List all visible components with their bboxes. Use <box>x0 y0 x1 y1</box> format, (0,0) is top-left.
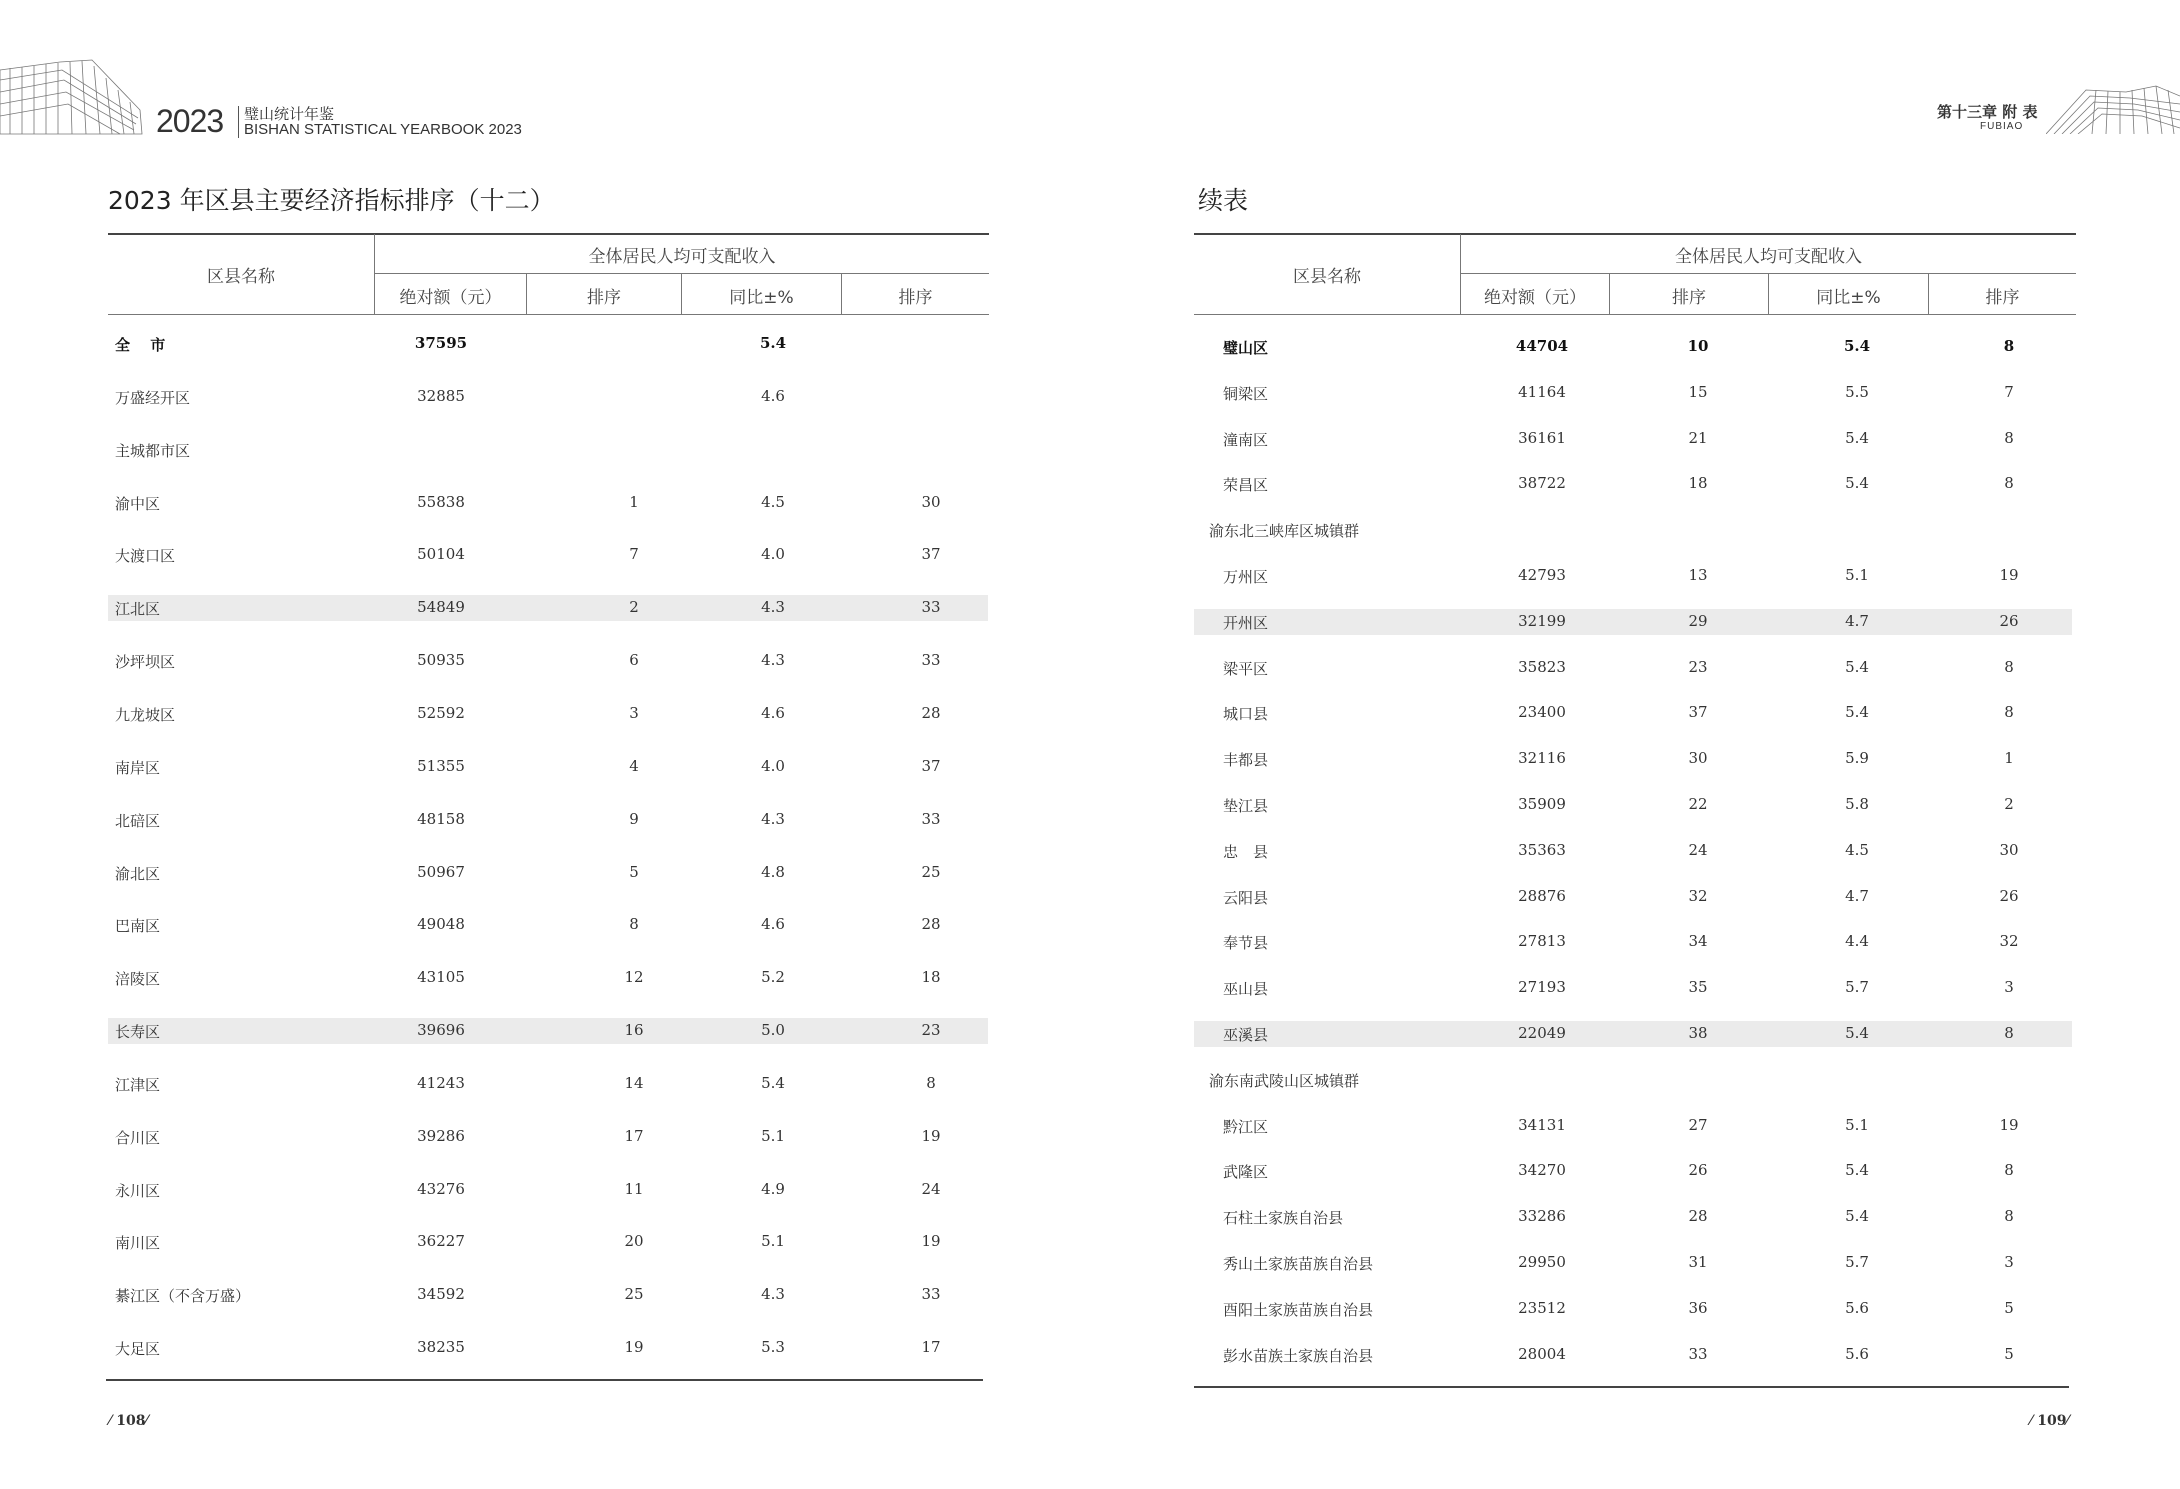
cell-yoy: 5.4 <box>1845 474 1869 493</box>
cell-rank1: 24 <box>1688 840 1708 859</box>
cell-rank2: 2 <box>2004 795 2014 813</box>
col-header-rank1: 排序 <box>1672 288 1706 308</box>
cell-abs: 37595 <box>414 334 468 352</box>
cell-rank1: 19 <box>624 1338 644 1357</box>
cell-abs: 34592 <box>417 1285 465 1304</box>
cell-rank2: 30 <box>921 492 941 511</box>
cell-yoy: 5.0 <box>761 1021 785 1040</box>
cell-rank1: 16 <box>624 1021 644 1040</box>
table-row <box>1194 655 2072 681</box>
cell-rank1: 1 <box>629 492 639 511</box>
table-row <box>1194 1250 2072 1276</box>
cell-abs: 41243 <box>417 1073 465 1092</box>
table-group-row <box>108 437 988 463</box>
table-row <box>108 595 988 621</box>
table-row <box>108 1229 988 1255</box>
cell-name: 巫山县 <box>1223 980 1269 999</box>
table-row <box>108 807 988 833</box>
col-header-abs: 绝对额（元） <box>399 288 502 308</box>
table-row <box>108 1071 988 1097</box>
cell-rank1: 38 <box>1688 1024 1708 1042</box>
cell-name: 合川区 <box>115 1128 161 1147</box>
table-row <box>1194 1296 2072 1322</box>
cell-yoy: 5.8 <box>1845 795 1869 813</box>
cell-rank1: 36 <box>1688 1298 1708 1317</box>
cell-rank1: 34 <box>1688 932 1708 951</box>
cell-rank2: 1 <box>2004 749 2014 768</box>
table-row <box>108 701 988 727</box>
cell-rank1: 10 <box>1687 337 1709 355</box>
yearbook-title-en: BISHAN STATISTICAL YEARBOOK 2023 <box>244 121 522 138</box>
table-row <box>108 754 988 780</box>
cell-rank2: 33 <box>921 809 941 828</box>
page-number: 108 <box>116 1413 146 1429</box>
table-row <box>1194 746 2072 772</box>
table-row <box>1194 700 2072 726</box>
cell-name: 万盛经开区 <box>115 388 191 407</box>
cell-rank2: 8 <box>2004 657 2014 676</box>
cell-name: 潼南区 <box>1223 430 1269 449</box>
cell-abs: 32199 <box>1518 611 1566 630</box>
table-row <box>1194 1342 2072 1368</box>
table-row <box>1194 975 2072 1001</box>
cell-name: 大渡口区 <box>115 547 176 566</box>
cell-abs: 32885 <box>417 386 465 405</box>
cell-yoy: 5.6 <box>1845 1298 1869 1317</box>
cell-rank1: 17 <box>624 1126 644 1145</box>
cell-rank1: 11 <box>624 1179 644 1198</box>
cell-abs: 38235 <box>417 1338 465 1357</box>
table-row <box>108 1124 988 1150</box>
cell-yoy: 4.8 <box>761 862 785 881</box>
cell-rank2: 26 <box>1999 611 2019 630</box>
cell-abs: 23512 <box>1518 1298 1566 1317</box>
cell-rank1: 5 <box>629 862 639 881</box>
right-page-number <box>2030 1413 2069 1429</box>
cell-abs: 39696 <box>417 1021 465 1040</box>
cell-yoy: 4.7 <box>1845 611 1869 630</box>
table-top-rule <box>1194 233 2076 235</box>
cell-rank2: 8 <box>2003 337 2015 355</box>
cell-rank1: 13 <box>1688 566 1708 584</box>
col-header-yoy: 同比±% <box>729 288 794 308</box>
cell-rank1: 9 <box>629 809 639 828</box>
cell-yoy: 5.1 <box>1845 566 1869 584</box>
cell-yoy: 5.7 <box>1845 978 1869 997</box>
cell-abs: 54849 <box>417 598 465 617</box>
table-row <box>1194 380 2072 406</box>
cell-rank2: 8 <box>926 1073 936 1092</box>
cell-name: 涪陵区 <box>115 970 161 989</box>
cell-yoy: 5.1 <box>761 1126 785 1145</box>
cell-name: 江津区 <box>115 1075 161 1094</box>
cell-rank1: 28 <box>1688 1207 1708 1226</box>
cell-name: 江北区 <box>115 600 161 619</box>
page-number: 109 <box>2037 1413 2067 1429</box>
header-building-graphic-right <box>2046 84 2180 134</box>
cell-abs: 43105 <box>417 968 465 987</box>
cell-yoy: 4.0 <box>761 756 785 775</box>
cell-name: 开州区 <box>1223 613 1269 632</box>
table-row <box>1194 1158 2072 1184</box>
table-bottom-rule <box>106 1379 983 1381</box>
table-header-bottom-rule <box>1194 314 2076 315</box>
cell-name: 永川区 <box>115 1181 161 1200</box>
table-group-row <box>1194 1067 2072 1093</box>
table-row <box>108 490 988 516</box>
cell-abs: 35823 <box>1518 657 1566 676</box>
cell-name: 云阳县 <box>1223 888 1269 907</box>
cell-rank1: 32 <box>1688 886 1708 905</box>
header-separator <box>238 106 239 138</box>
cell-rank2: 19 <box>1999 1115 2019 1134</box>
cell-name: 梁平区 <box>1223 659 1269 678</box>
cell-yoy: 4.7 <box>1845 886 1869 905</box>
cell-rank1: 12 <box>624 968 644 987</box>
cell-yoy: 5.4 <box>1845 1161 1869 1180</box>
cell-abs: 28004 <box>1518 1344 1566 1363</box>
col-header-group: 全体居民人均可支配收入 <box>1675 247 1862 267</box>
cell-name: 丰都县 <box>1223 751 1269 770</box>
cell-abs: 36227 <box>417 1232 465 1251</box>
cell-rank2: 28 <box>921 703 941 722</box>
chapter-title-en: FUBIAO <box>1980 121 2024 132</box>
cell-yoy: 4.0 <box>761 545 785 564</box>
cell-name: 武隆区 <box>1223 1163 1269 1182</box>
cell-abs: 36161 <box>1518 428 1566 447</box>
folio-slash: ⁄ <box>109 1413 117 1429</box>
cell-rank2: 8 <box>2004 474 2014 493</box>
cell-name: 綦江区（不含万盛） <box>115 1287 251 1306</box>
table-row <box>108 912 988 938</box>
cell-rank1: 23 <box>1688 657 1708 676</box>
cell-rank2: 7 <box>2004 382 2014 401</box>
cell-rank2: 37 <box>921 545 941 564</box>
cell-name: 秀山土家族苗族自治县 <box>1223 1255 1374 1273</box>
cell-name: 渝东北三峡库区城镇群 <box>1209 522 1360 541</box>
cell-rank2: 26 <box>1999 886 2019 905</box>
cell-name: 黔江区 <box>1223 1117 1269 1136</box>
table-row <box>1194 1113 2072 1139</box>
cell-yoy: 4.6 <box>761 915 785 934</box>
cell-yoy: 5.5 <box>1845 382 1869 401</box>
col-header-group: 全体居民人均可支配收入 <box>588 247 776 267</box>
cell-name: 渝北区 <box>115 864 161 883</box>
table-row <box>1194 563 2072 589</box>
table-row <box>1194 471 2072 497</box>
cell-yoy: 4.9 <box>761 1179 785 1198</box>
table-group-row <box>1194 517 2072 543</box>
cell-yoy: 4.6 <box>761 386 785 405</box>
cell-rank1: 8 <box>629 915 639 934</box>
cell-name: 南川区 <box>115 1234 161 1253</box>
cell-rank1: 22 <box>1688 795 1708 813</box>
cell-rank1: 15 <box>1688 382 1708 401</box>
table-row <box>108 1177 988 1203</box>
cell-abs: 34131 <box>1518 1115 1566 1134</box>
cell-name: 渝东南武陵山区城镇群 <box>1209 1071 1360 1090</box>
cell-rank1: 7 <box>629 545 639 564</box>
table-header-bottom-rule <box>108 314 989 315</box>
cell-rank1: 20 <box>624 1232 644 1251</box>
table-row <box>108 965 988 991</box>
col-header-name: 区县名称 <box>207 267 275 287</box>
col-header-yoy: 同比±% <box>1816 288 1881 308</box>
cell-yoy: 5.4 <box>1845 1207 1869 1226</box>
table-row <box>108 384 988 410</box>
cell-rank2: 33 <box>921 651 941 670</box>
cell-name: 奉节县 <box>1223 934 1269 953</box>
cell-rank2: 3 <box>2004 1253 2014 1271</box>
cell-rank1: 14 <box>624 1073 644 1092</box>
cell-rank1: 29 <box>1688 611 1708 630</box>
table-bottom-rule <box>1194 1386 2069 1388</box>
cell-rank2: 3 <box>2004 978 2014 997</box>
cell-name: 垫江县 <box>1223 797 1269 815</box>
col-header-rank2: 排序 <box>898 288 933 308</box>
cell-rank1: 18 <box>1688 474 1708 493</box>
cell-abs: 43276 <box>417 1179 465 1198</box>
header-year: 2023 <box>156 103 224 139</box>
table-top-rule <box>108 233 989 235</box>
cell-name: 全 市 <box>115 336 166 354</box>
cell-abs: 22049 <box>1518 1024 1566 1042</box>
col-header-rank2: 排序 <box>1985 288 2020 308</box>
folio-slash: ⁄ <box>2030 1413 2038 1429</box>
cell-rank2: 8 <box>2004 1024 2014 1042</box>
cell-yoy: 5.4 <box>1845 428 1869 447</box>
cell-rank2: 8 <box>2004 1207 2014 1226</box>
table-row <box>1194 929 2072 955</box>
cell-yoy: 4.6 <box>761 703 785 722</box>
cell-name: 沙坪坝区 <box>115 653 176 672</box>
col-header-abs: 绝对额（元） <box>1484 288 1586 308</box>
cell-rank1: 33 <box>1688 1344 1708 1363</box>
cell-abs: 35363 <box>1518 840 1566 859</box>
left-page-number <box>109 1413 148 1429</box>
cell-name: 万州区 <box>1223 568 1269 586</box>
cell-rank2: 25 <box>921 862 941 881</box>
cell-yoy: 4.5 <box>1845 840 1869 859</box>
cell-yoy: 5.4 <box>1845 657 1869 676</box>
cell-rank1: 31 <box>1688 1253 1708 1271</box>
cell-yoy: 4.3 <box>761 809 785 828</box>
cell-rank1: 26 <box>1688 1161 1708 1180</box>
cell-name: 渝中区 <box>115 494 161 513</box>
cell-yoy: 5.2 <box>761 968 785 987</box>
cell-rank2: 19 <box>921 1232 941 1251</box>
cell-yoy: 5.1 <box>1845 1115 1869 1134</box>
cell-abs: 23400 <box>1518 703 1566 722</box>
left-page-title: 2023 年区县主要经济指标排序（十二） <box>108 186 555 215</box>
cell-name: 铜梁区 <box>1223 384 1269 403</box>
cell-name: 荣昌区 <box>1223 476 1269 495</box>
cell-rank1: 25 <box>624 1285 644 1304</box>
folio-slash: ⁄ <box>2066 1413 2069 1429</box>
cell-yoy: 4.4 <box>1845 932 1869 951</box>
cell-abs: 50967 <box>417 862 465 881</box>
cell-rank2: 18 <box>921 968 941 987</box>
cell-name: 北碚区 <box>115 811 161 830</box>
table-row <box>1194 334 2072 360</box>
cell-name: 璧山区 <box>1223 339 1269 357</box>
cell-rank2: 8 <box>2004 703 2014 722</box>
col-header-rank1: 排序 <box>587 288 621 308</box>
cell-abs: 38722 <box>1518 474 1566 493</box>
cell-rank2: 33 <box>921 1285 941 1304</box>
table-row <box>108 1018 988 1044</box>
cell-abs: 48158 <box>417 809 465 828</box>
cell-name: 主城都市区 <box>115 441 191 460</box>
cell-rank2: 8 <box>2004 1161 2014 1180</box>
cell-abs: 50935 <box>417 651 465 670</box>
cell-abs: 55838 <box>417 492 465 511</box>
cell-name: 九龙坡区 <box>115 705 176 724</box>
cell-abs: 51355 <box>417 756 465 775</box>
header-building-graphic-left <box>0 58 150 136</box>
chapter-title-cn: 第十三章 附 表 <box>1937 103 2038 121</box>
col-header-name: 区县名称 <box>1293 267 1361 287</box>
cell-abs: 50104 <box>417 545 465 564</box>
cell-yoy: 5.7 <box>1845 1253 1869 1271</box>
cell-name: 长寿区 <box>115 1023 161 1042</box>
cell-rank1: 30 <box>1688 749 1708 768</box>
cell-name: 南岸区 <box>115 758 161 777</box>
cell-rank2: 37 <box>921 756 941 775</box>
cell-yoy: 5.4 <box>1845 1024 1869 1042</box>
table-row <box>108 1282 988 1308</box>
cell-rank1: 27 <box>1688 1115 1708 1134</box>
table-row <box>1194 792 2072 818</box>
right-page-title: 续表 <box>1198 186 1249 215</box>
cell-yoy: 5.3 <box>761 1338 785 1357</box>
cell-rank2: 23 <box>921 1021 941 1040</box>
table-row <box>108 542 988 568</box>
table-row <box>108 648 988 674</box>
cell-rank1: 4 <box>629 756 639 775</box>
cell-name: 石柱土家族自治县 <box>1223 1209 1344 1228</box>
cell-rank1: 2 <box>629 598 639 617</box>
cell-yoy: 5.1 <box>761 1232 785 1251</box>
cell-name: 城口县 <box>1223 705 1269 724</box>
cell-abs: 41164 <box>1518 382 1566 401</box>
cell-rank2: 8 <box>2004 428 2014 447</box>
cell-yoy: 4.3 <box>761 598 785 617</box>
cell-abs: 27193 <box>1518 978 1566 997</box>
cell-name: 巴南区 <box>115 917 161 936</box>
cell-abs: 39286 <box>417 1126 465 1145</box>
table-row <box>108 331 988 357</box>
cell-rank1: 21 <box>1688 428 1708 447</box>
cell-rank2: 30 <box>1999 840 2019 859</box>
table-row <box>1194 838 2072 864</box>
cell-abs: 49048 <box>417 915 465 934</box>
table-row <box>1194 1204 2072 1230</box>
table-row <box>1194 609 2072 635</box>
cell-name: 忠 县 <box>1223 842 1269 861</box>
cell-rank2: 28 <box>921 915 941 934</box>
cell-abs: 32116 <box>1518 749 1566 768</box>
cell-rank2: 17 <box>921 1338 941 1357</box>
cell-name: 巫溪县 <box>1223 1026 1269 1044</box>
table-row <box>108 860 988 886</box>
cell-yoy: 5.6 <box>1845 1344 1869 1363</box>
cell-rank1: 37 <box>1688 703 1708 722</box>
cell-name: 大足区 <box>115 1340 161 1359</box>
yearbook-title-cn: 璧山统计年鉴 <box>244 105 335 123</box>
table-row <box>1194 426 2072 452</box>
table-row <box>108 1335 988 1361</box>
cell-yoy: 5.9 <box>1845 749 1869 768</box>
table-row <box>1194 1021 2072 1047</box>
cell-abs: 42793 <box>1518 566 1566 584</box>
cell-rank1: 35 <box>1688 978 1708 997</box>
cell-abs: 35909 <box>1518 795 1566 813</box>
cell-rank2: 19 <box>1999 566 2019 584</box>
cell-abs: 28876 <box>1518 886 1566 905</box>
cell-abs: 44704 <box>1515 337 1569 355</box>
cell-abs: 34270 <box>1518 1161 1566 1180</box>
cell-name: 彭水苗族土家族自治县 <box>1223 1346 1374 1365</box>
cell-yoy: 4.5 <box>761 492 785 511</box>
cell-rank2: 32 <box>1999 932 2019 951</box>
cell-rank2: 5 <box>2004 1344 2014 1363</box>
cell-yoy: 5.4 <box>761 1073 785 1092</box>
cell-abs: 52592 <box>417 703 465 722</box>
table-row <box>1194 884 2072 910</box>
cell-abs: 27813 <box>1518 932 1566 951</box>
cell-rank2: 5 <box>2004 1298 2014 1317</box>
cell-rank2: 24 <box>921 1179 941 1198</box>
folio-slash: ⁄ <box>145 1413 148 1429</box>
cell-abs: 33286 <box>1518 1207 1566 1226</box>
table-header-divider <box>375 273 989 274</box>
cell-rank1: 6 <box>629 651 639 670</box>
cell-abs: 29950 <box>1518 1253 1566 1271</box>
cell-rank2: 33 <box>921 598 941 617</box>
cell-rank2: 19 <box>921 1126 941 1145</box>
cell-yoy: 4.3 <box>761 1285 785 1304</box>
cell-yoy: 5.4 <box>759 334 787 352</box>
cell-yoy: 5.4 <box>1845 703 1869 722</box>
cell-rank1: 3 <box>629 703 639 722</box>
cell-yoy: 5.4 <box>1843 337 1871 355</box>
cell-yoy: 4.3 <box>761 651 785 670</box>
cell-name: 酉阳土家族苗族自治县 <box>1223 1300 1374 1319</box>
